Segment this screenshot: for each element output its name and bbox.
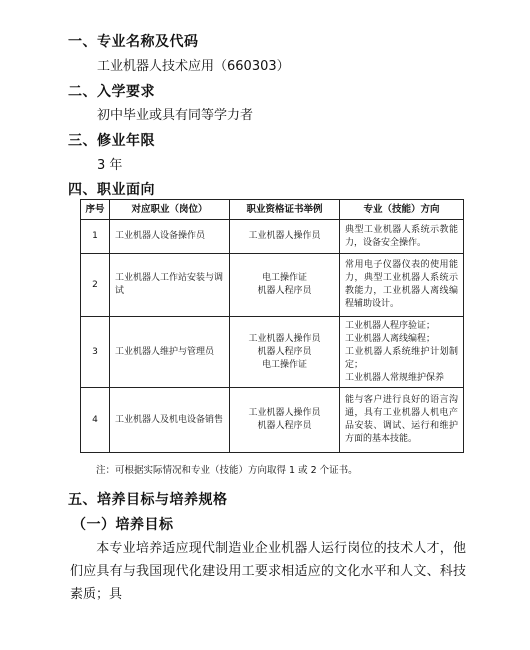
row-number: 4 — [81, 388, 110, 453]
row-number: 3 — [81, 317, 110, 388]
entry-requirement: 初中毕业或具有同等学力者 — [97, 108, 254, 123]
cert-item: 电工操作证 — [261, 273, 307, 283]
direction-line: 工业机器人系统维护计划制定； — [345, 346, 458, 370]
row-job: 工业机器人设备操作员 — [110, 220, 230, 254]
section-4-heading: 四、职业面向 — [68, 182, 155, 198]
section-1-heading: 一、专业名称及代码 — [68, 34, 199, 50]
cert-item: 机器人程序员 — [257, 421, 312, 431]
row-direction — [340, 388, 464, 453]
row-direction — [340, 254, 464, 317]
subsection-heading: （一）培养目标 — [72, 517, 174, 533]
direction-text: 能与客户进行良好的语言沟通，具有工业机器人机电产品安装、调试、运行和维护方面的基本技能。 — [345, 395, 458, 444]
header-cert: 职业资格证书举例 — [230, 200, 340, 220]
header-job: 对应职业（岗位） — [110, 200, 230, 220]
table-row — [81, 254, 464, 317]
cert-item: 电工操作证 — [261, 359, 307, 370]
row-certs — [230, 388, 340, 453]
section-5-heading: 五、培养目标与培养规格 — [68, 492, 228, 508]
row-job: 工业机器人维护与管理员 — [110, 317, 230, 388]
cert-item: 工业机器人操作员 — [248, 231, 321, 241]
occupation-table — [80, 199, 464, 453]
paragraph-text: 本专业培养适应现代制造业企业机器人运行岗位的技术人才，他们应具有与我国现代化建设用工要求相适应的文化水平和人文、科技素质；具 — [70, 541, 466, 602]
cert-item: 工业机器人操作员 — [248, 333, 321, 344]
table-row — [81, 317, 464, 388]
table-row — [81, 388, 464, 453]
row-number: 2 — [81, 254, 110, 317]
header-no: 序号 — [81, 200, 110, 220]
direction-text: 典型工业机器人系统示教能力，设备安全操作。 — [345, 224, 458, 248]
row-certs — [230, 220, 340, 254]
cert-item: 机器人程序员 — [257, 346, 312, 357]
table-note: 注：可根据实际情况和专业（技能）方向取得 1 或 2 个证书。 — [96, 465, 358, 476]
major-name-code: 工业机器人技术应用（660303） — [97, 59, 290, 74]
training-goal-paragraph — [70, 537, 466, 606]
cert-item: 机器人程序员 — [257, 286, 312, 296]
direction-line: 工业机器人常规维护保养 — [345, 372, 445, 383]
row-job: 工业机器人工作站安装与调试 — [110, 254, 230, 317]
table-header-row — [81, 200, 464, 220]
study-years: 3 年 — [97, 158, 123, 173]
row-direction — [340, 317, 464, 388]
row-certs — [230, 254, 340, 317]
direction-text: 常用电子仪器仪表的使用能力，典型工业机器人系统示教能力，工业机器人离线编程辅助设计。 — [345, 260, 458, 309]
row-direction — [340, 220, 464, 254]
direction-line: 工业机器人离线编程； — [345, 333, 436, 344]
direction-line: 工业机器人程序验证； — [345, 320, 436, 331]
cert-item: 工业机器人操作员 — [248, 408, 321, 418]
row-number: 1 — [81, 220, 110, 254]
row-certs — [230, 317, 340, 388]
section-3-heading: 三、修业年限 — [68, 133, 155, 149]
header-direction: 专业（技能）方向 — [340, 200, 464, 220]
section-2-heading: 二、入学要求 — [68, 84, 155, 100]
row-job: 工业机器人及机电设备销售 — [110, 388, 230, 453]
table-row — [81, 220, 464, 254]
